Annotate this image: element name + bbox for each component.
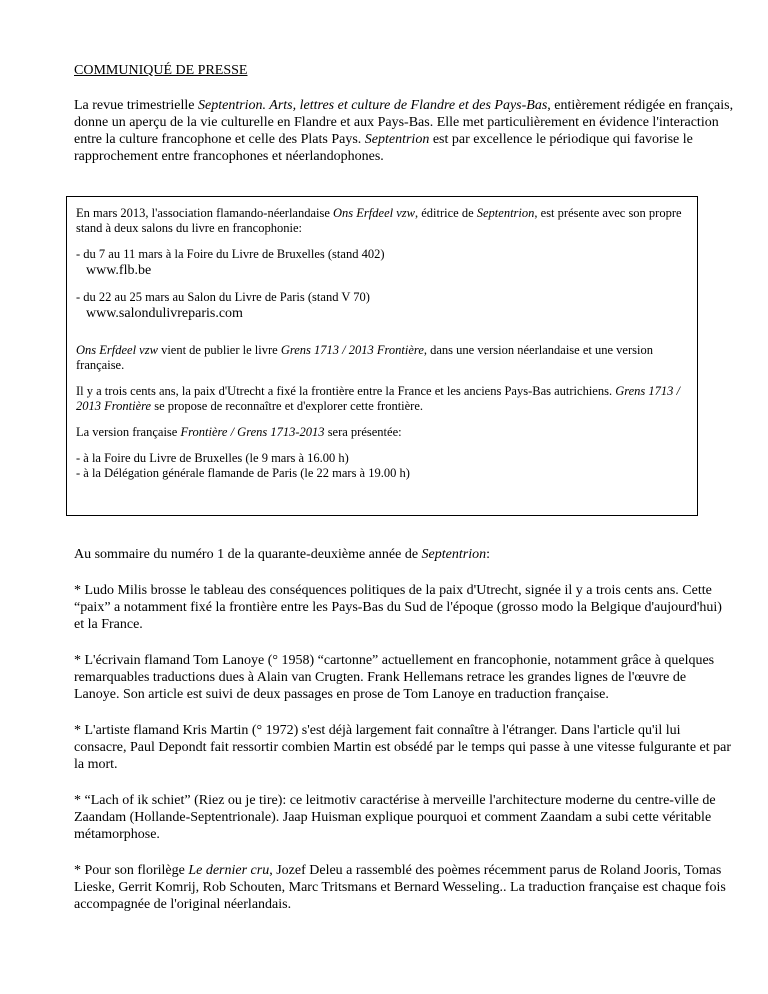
box-paragraph-3: [76, 384, 689, 414]
intro-text-1: La revue trimestrielle: [74, 98, 198, 113]
presentation-brussels: - à la Foire du Livre de Bruxelles (le 9 mars à 16.00 h): [76, 451, 349, 465]
box-paragraph-4: [76, 425, 689, 440]
box-p1-journal: Septentrion: [476, 206, 535, 220]
box-p4-book: Frontière / Grens 1713-2013: [180, 425, 325, 439]
flb-link[interactable]: www.flb.be: [86, 263, 152, 278]
box-p4-text-1: La version française: [76, 425, 181, 439]
box-p1-text-1: En mars 2013, l'association flamando-néerlandaise: [76, 206, 334, 220]
list-item: * L'écrivain flamand Tom Lanoye (° 1958) “cartonne” actuellement en francophonie, notamment grâce à quelques remarquables traductions dues à Alain van Crugten. Frank Hellemans retrace les grandes lignes de l'œuvre de Lanoye. Son article est suivi de deux passages en prose de Tom Lanoye en traduction française.: [74, 653, 715, 702]
list-item: * L'artiste flamand Kris Martin (° 1972) s'est déjà largement fait connaître à l'étranger. Dans l'article qu'il lui consacre, Paul Depondt fait ressortir combien Martin est obsédé par le temps qui passe à une vitesse fulgurante et par la mort.: [74, 723, 732, 772]
box-p2-text-2: , dans une version néerlandaise et une version française.: [76, 343, 653, 372]
box-p3-text-1: Il y a trois cents ans, la paix d'Utrecht a fixé la frontière entre la France et les anciens Pays-Bas autrichiens.: [76, 384, 616, 398]
intro-text-2: , entièrement rédigée en français, donne un aperçu de la vie culturelle en Flandre et aux Pays-Bas. Elle met particulièrement en évidence l'interaction entre la culture francophone et celle des Plats Pays.: [74, 98, 734, 147]
announcement-box: [66, 196, 698, 516]
box-p4-text-2: sera présentée:: [324, 425, 402, 439]
document-header: [74, 62, 734, 165]
summary-text-1: Au sommaire du numéro 1 de la quarante-deuxième année de: [74, 547, 422, 562]
list-item: * Ludo Milis brosse le tableau des conséquences politiques de la paix d'Utrecht, signée il y a trois cents ans. Cette “paix” a notamment fixé la frontière entre les Pays-Bas du Sud de l'époque (grosso modo la Belgique d'aujourd'hui) et la France.: [74, 583, 722, 632]
item5-text-2: , Jozef Deleu a rassemblé des poèmes récemment parus de Roland Jooris, Tomas Lieske, Gerrit Komrij, Rob Schouten, Marc Tritsmans et Bernard Wesseling.. La traduction française est chaque fois accompagnée de l'original néerlandais.: [74, 863, 726, 912]
box-p2-org: Ons Erfdeel vzw: [76, 343, 158, 357]
box-p1-text-3: , est présente avec son propre stand à deux salons du livre en francophonie:: [76, 206, 682, 235]
list-item: * “Lach of ik schiet” (Riez ou je tire): ce leitmotiv caractérise à merveille l'architecture moderne du centre-ville de Zaandam (Hollande-Septentrionale). Jaap Huisman explique pourquoi et comment Zaandam a subi cette véritable métamorphose.: [74, 793, 716, 842]
presentation-paris: - à la Délégation générale flamande de Paris (le 22 mars à 19.00 h): [76, 466, 410, 480]
box-p1-text-2: , éditrice de: [414, 206, 477, 220]
intro-journal-name: Septentrion: [364, 132, 430, 147]
box-p3-text-2: se propose de reconnaître et d'explorer cette frontière.: [151, 399, 424, 413]
box-p3-book: Grens 1713 / 2013 Frontière: [76, 384, 681, 413]
box-p2-book: Grens 1713 / 2013 Frontière: [280, 343, 424, 357]
fair-brussels: - du 7 au 11 mars à la Foire du Livre de Bruxelles (stand 402): [76, 247, 385, 261]
box-paragraph-2: [76, 343, 689, 373]
box-paragraph-1: [76, 206, 689, 236]
salon-link[interactable]: www.salondulivreparis.com: [86, 306, 243, 321]
summary-text-2: :: [486, 547, 490, 562]
box-p1-org: Ons Erfdeel vzw: [333, 206, 415, 220]
summary-journal: Septentrion: [421, 547, 487, 562]
item5-anthology: Le dernier cru: [188, 863, 270, 878]
list-item: [74, 862, 734, 913]
summary-heading: [74, 546, 734, 563]
intro-text-3: est par excellence le périodique qui favorise le rapprochement entre francophones et néerlandophones.: [74, 132, 693, 164]
box-p2-text-1: vient de publier le livre: [157, 343, 281, 357]
intro-journal-title: Septentrion. Arts, lettres et culture de Flandre et des Pays-Bas: [198, 98, 548, 113]
fair-paris: - du 22 au 25 mars au Salon du Livre de Paris (stand V 70): [76, 290, 370, 304]
summary-section: [74, 546, 734, 913]
intro-paragraph: [74, 97, 734, 165]
page-title: COMMUNIQUÉ DE PRESSE: [74, 63, 248, 78]
item5-text-1: * Pour son florilège: [74, 863, 189, 878]
